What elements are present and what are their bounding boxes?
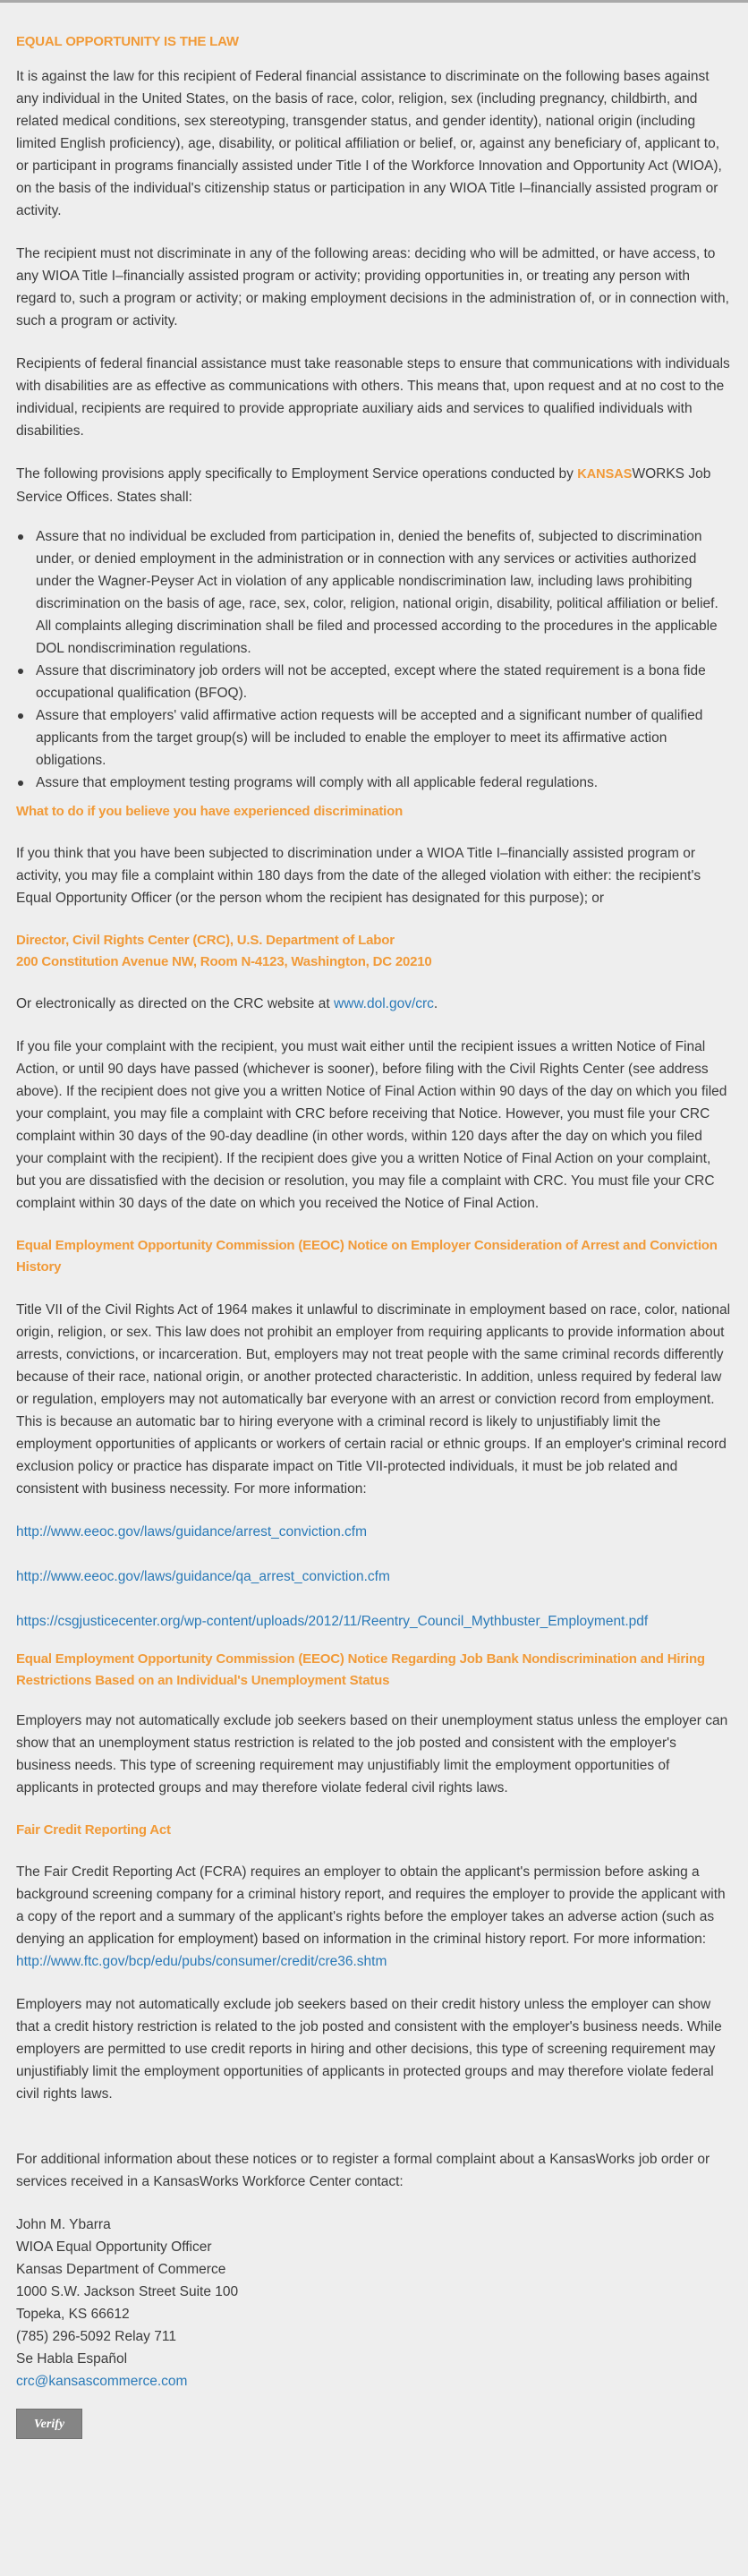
crc-address-line-2: 200 Constitution Avenue NW, Room N-4123, Washington, DC 20210	[16, 954, 432, 969]
eeoc-arrest-heading: Equal Employment Opportunity Commission (EEOC) Notice on Employer Consideration of Arrest and Conviction History	[16, 1238, 718, 1275]
intro-paragraph-1: It is against the law for this recipient of Federal financial assistance to discriminate on the following bases against any individual in the United States, on the basis of race, color, religion, sex (including pregnancy, childbirth, and related medical conditions, sex stereotyping, transgender status, and gender identity), national origin (including limited English proficiency), age, disability, or political affiliation or belief, or, against any beneficiary of, applicant to, or participant in programs financially assisted under Title I of the Workforce Innovation and Opportunity Act (WIOA), on the basis of the individual's citizenship status or participation in any WIOA Title I–financially assisted program or activity.	[16, 69, 722, 218]
crc-website-link[interactable]: www.dol.gov/crc	[333, 996, 434, 1011]
contact-street: 1000 S.W. Jackson Street Suite 100	[16, 2284, 239, 2299]
kansasworks-brand-rest: WORKS	[632, 466, 685, 482]
fcra-paragraph-1: The Fair Credit Reporting Act (FCRA) requires an employer to obtain the applicant's permission before asking a background screening company for a criminal history report, and requires the employer to provide the applicant with a copy of the report and a summary of the applicant's rights before the employer takes an adverse action (such as denying an application for employment) based on information in the criminal history report. For more information:	[16, 1864, 726, 1947]
provisions-list	[16, 525, 732, 794]
eeoc-arrest-paragraph: Title VII of the Civil Rights Act of 1964 makes it unlawful to discriminate in employment based on race, color, national origin, religion, or sex. This law does not prohibit an employer from requiring applicants to provide information about arrests, convictions, or incarceration. But, employers may not treat people with the same criminal records differently because of their race, national origin, or another protected characteristic. In addition, unless required by federal law or regulation, employers may not automatically bar everyone with an arrest or conviction record from employment. This is because an automatic bar to hiring everyone with a criminal record is likely to unjustifiably limit the employment opportunities of applicants or workers of certain racial or ethnic groups. If an employer's criminal record exclusion policy or practice has disparate impact on Title VII-protected individuals, it must be job related and consistent with business necessity. For more information:	[16, 1302, 731, 1497]
contact-spanish: Se Habla Español	[16, 2351, 128, 2367]
page-title: EQUAL OPPORTUNITY IS THE LAW	[16, 34, 239, 49]
eeoc-unemployment-paragraph: Employers may not automatically exclude job seekers based on their unemployment status unless the employer can show that an unemployment status restriction is related to the job posted and consistent with the employer's business needs. This type of screening requirement may unjustifiably limit the employment opportunities of applicants in protected groups and may therefore violate federal civil rights laws.	[16, 1713, 728, 1796]
crc-electronic-pre: Or electronically as directed on the CRC website at	[16, 996, 334, 1011]
crc-address	[16, 930, 732, 973]
eeoc-arrest-link-2[interactable]: http://www.eeoc.gov/laws/guidance/qa_arrest_conviction.cfm	[16, 1569, 390, 1584]
provision-item: Assure that employers' valid affirmative action requests will be accepted and a significant number of qualified applicants from the target group(s) will be included to enable the employer to meet its affirmative action obligations.	[16, 704, 732, 772]
discrimination-paragraph-2: If you file your complaint with the recipient, you must wait either until the recipient issues a written Notice of Final Action, or until 90 days have passed (whichever is sooner), before filing with the Civil Rights Center (see address above). If the recipient does not give you a written Notice of Final Action within 90 days of the day on which you filed your complaint, you may file a complaint with CRC before receiving that Notice. However, you must file your CRC complaint within 30 days of the 90-day deadline (in other words, within 120 days after the day on which you filed your complaint with the recipient). If the recipient does give you a written Notice of Final Action on your complaint, but you are dissatisfied with the decision or resolution, you may file a complaint with CRC. You must file your CRC complaint within 30 days of the date on which you received the Notice of Final Action.	[16, 1039, 727, 1211]
contact-block	[16, 2213, 732, 2393]
intro-p4-post: Job Service Offices. States shall:	[16, 466, 711, 505]
eeoc-arrest-link-1[interactable]: http://www.eeoc.gov/laws/guidance/arrest_conviction.cfm	[16, 1524, 367, 1540]
crc-electronic-paragraph	[16, 993, 732, 1015]
crc-electronic-post: .	[433, 996, 438, 1011]
intro-paragraph-3: Recipients of federal financial assistance must take reasonable steps to ensure that communications with individuals with disabilities are as effective as communications with others. This means that, upon request and at no cost to the individual, recipients are required to provide appropriate auxiliary aids and services to qualified individuals with disabilities.	[16, 356, 730, 439]
contact-title: WIOA Equal Opportunity Officer	[16, 2239, 212, 2255]
fcra-heading: Fair Credit Reporting Act	[16, 1822, 171, 1838]
contact-phone: (785) 296-5092 Relay 711	[16, 2329, 176, 2344]
provision-item: Assure that employment testing programs will comply with all applicable federal regulations.	[16, 772, 732, 794]
discrimination-heading: What to do if you believe you have experienced discrimination	[16, 804, 404, 819]
contact-organization: Kansas Department of Commerce	[16, 2262, 226, 2277]
intro-p4-pre: The following provisions apply specifically to Employment Service operations conducted by	[16, 466, 578, 482]
fcra-paragraph-2: Employers may not automatically exclude job seekers based on their credit history unless the employer can show that a credit history restriction is related to the job posted and consistent with the employer's business needs. While employers are permitted to use credit reports in hiring and other decisions, this type of screening requirement may unjustifiably limit the employment opportunities of applicants in protected groups and may therefore violate federal civil rights laws.	[16, 1997, 722, 2102]
contact-intro: For additional information about these notices or to register a formal complaint about a KansasWorks job order or services received in a KansasWorks Workforce Center contact:	[16, 2152, 710, 2189]
ftc-link[interactable]: http://www.ftc.gov/bcp/edu/pubs/consumer/credit/cre36.shtm	[16, 1954, 387, 1969]
provision-item: Assure that no individual be excluded from participation in, denied the benefits of, subjected to discrimination under, or denied employment in the administration or in connection with any services or activities authorized under the Wagner-Peyser Act in violation of any applicable nondiscrimination law, including laws prohibiting discrimination on the basis of age, race, sex, color, religion, national origin, disability, political affiliation or belief. All complaints alleging discrimination shall be filed and processed according to the procedures in the applicable DOL nondiscrimination regulations.	[16, 525, 732, 660]
contact-city: Topeka, KS 66612	[16, 2307, 130, 2322]
intro-paragraph-4	[16, 463, 732, 508]
discrimination-paragraph-1: If you think that you have been subjected to discrimination under a WIOA Title I–financially assisted program or activity, you may file a complaint within 180 days from the date of the alleged violation with either: the recipient's Equal Opportunity Officer (or the person whom the recipient has designated for this purpose); or	[16, 846, 701, 906]
eeoc-unemployment-heading: Equal Employment Opportunity Commission (EEOC) Notice Regarding Job Bank Nondiscrimination and Hiring Restrictions Based on an Individual's Unemployment Status	[16, 1651, 705, 1688]
crc-address-line-1: Director, Civil Rights Center (CRC), U.S. Department of Labor	[16, 933, 395, 948]
eeoc-arrest-link-3[interactable]: https://csgjusticecenter.org/wp-content/uploads/2012/11/Reentry_Council_Mythbuster_Employment.pdf	[16, 1614, 649, 1629]
contact-name: John M. Ybarra	[16, 2217, 111, 2232]
verify-button[interactable]: Verify	[16, 2409, 82, 2439]
contact-email-link[interactable]: crc@kansascommerce.com	[16, 2374, 188, 2389]
provision-item: Assure that discriminatory job orders will not be accepted, except where the stated requirement is a bona fide occupational qualification (BFOQ).	[16, 660, 732, 704]
kansasworks-brand-orange: KANSAS	[577, 467, 633, 482]
intro-paragraph-2: The recipient must not discriminate in any of the following areas: deciding who will be admitted, or have access, to any WIOA Title I–financially assisted program or activity; providing opportunities in, or treating any person with regard to, such a program or activity; or making employment decisions in the administration of, or in connection with, such a program or activity.	[16, 246, 729, 328]
